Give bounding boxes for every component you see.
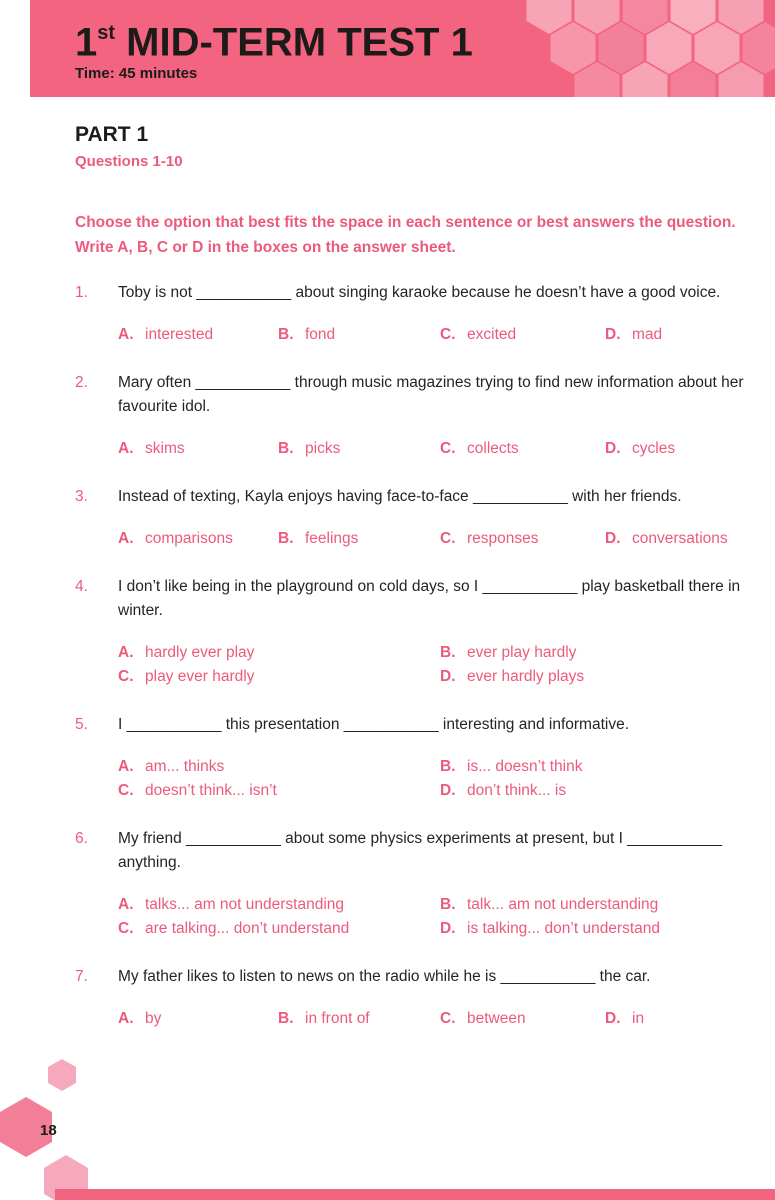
question-number: 7.	[75, 968, 88, 985]
question-text: Toby is not ___________ about singing karaoke because he doesn’t have a good voice.	[118, 284, 721, 301]
option-letter: B.	[278, 440, 294, 457]
option-letter: D.	[605, 1010, 621, 1027]
option	[278, 529, 440, 549]
option-text: play ever hardly	[145, 668, 255, 685]
option-letter: A.	[118, 530, 134, 547]
option	[118, 895, 440, 915]
option-letter: B.	[440, 758, 456, 775]
question	[75, 713, 747, 801]
question	[75, 371, 747, 459]
option-letter: A.	[118, 758, 134, 775]
option-text: by	[145, 1010, 162, 1027]
title-ordinal: st	[97, 22, 116, 44]
page-title	[75, 13, 775, 64]
part-title: PART 1	[75, 123, 149, 146]
question-body	[118, 485, 747, 549]
option-text: in	[632, 1010, 645, 1027]
option-text: picks	[305, 440, 341, 457]
options	[118, 643, 747, 687]
option-text: mad	[632, 326, 663, 343]
question	[75, 281, 747, 345]
option	[440, 1009, 605, 1029]
option-letter: B.	[278, 1010, 294, 1027]
question-body	[118, 281, 747, 345]
options	[118, 529, 747, 549]
questions-range: Questions 1-10	[75, 153, 183, 170]
option-letter: D.	[605, 326, 621, 343]
option-text: conversations	[632, 530, 728, 547]
option	[440, 643, 747, 663]
option-letter: B.	[278, 326, 294, 343]
option-letter: C.	[118, 668, 134, 685]
option-letter: A.	[118, 440, 134, 457]
option	[605, 439, 747, 459]
option-letter: A.	[118, 326, 134, 343]
option	[118, 1009, 278, 1029]
option-text: talk... am not understanding	[467, 896, 659, 913]
question-number: 2.	[75, 374, 88, 391]
options	[118, 1009, 747, 1029]
option-letter: B.	[278, 530, 294, 547]
option-text: am... thinks	[145, 758, 225, 775]
option	[118, 667, 440, 687]
option-letter: B.	[440, 896, 456, 913]
option	[278, 325, 440, 345]
option	[440, 757, 747, 777]
page-number: 18	[40, 1122, 57, 1139]
option	[440, 667, 747, 687]
option	[605, 325, 747, 345]
question-body	[118, 965, 747, 1029]
option-text: doesn’t think... isn’t	[145, 782, 277, 799]
option-text: cycles	[632, 440, 676, 457]
option	[118, 439, 278, 459]
option	[440, 439, 605, 459]
hexagon-bottom-decoration	[0, 1055, 120, 1200]
option-letter: D.	[605, 530, 621, 547]
time-label: Time: 45 minutes	[75, 65, 198, 83]
header-banner	[30, 0, 775, 97]
question	[75, 965, 747, 1029]
option-text: hardly ever play	[145, 644, 255, 661]
question-text: Instead of texting, Kayla enjoys having face-to-face ___________ with her friends.	[118, 488, 682, 505]
option-letter: C.	[440, 1010, 456, 1027]
option	[118, 643, 440, 663]
option	[440, 325, 605, 345]
option	[118, 529, 278, 549]
options	[118, 439, 747, 459]
options	[118, 757, 747, 801]
option-text: ever hardly plays	[467, 668, 585, 685]
option	[440, 529, 605, 549]
option-text: collects	[467, 440, 519, 457]
option-text: in front of	[305, 1010, 370, 1027]
options	[118, 325, 747, 345]
option-text: responses	[467, 530, 539, 547]
option	[605, 1009, 747, 1029]
title-main: MID-TERM TEST 1	[115, 20, 473, 65]
question-text: Mary often ___________ through music magazines trying to find new information about her favourite idol.	[118, 374, 744, 415]
option-letter: C.	[440, 530, 456, 547]
question-body	[118, 371, 747, 459]
questions-list	[75, 281, 747, 1029]
option-text: don’t think... is	[467, 782, 567, 799]
option-text: are talking... don’t understand	[145, 920, 350, 937]
bottom-bar	[55, 1189, 775, 1200]
option-text: between	[467, 1010, 526, 1027]
option	[118, 325, 278, 345]
option	[440, 895, 747, 915]
option-letter: C.	[118, 782, 134, 799]
option	[118, 757, 440, 777]
question-body	[118, 575, 747, 687]
option-letter: A.	[118, 896, 134, 913]
question-number: 6.	[75, 830, 88, 847]
option	[278, 1009, 440, 1029]
test-content	[75, 123, 747, 1055]
option-letter: D.	[440, 782, 456, 799]
option-text: interested	[145, 326, 214, 343]
option-text: skims	[145, 440, 185, 457]
option-text: fond	[305, 326, 336, 343]
option-text: feelings	[305, 530, 359, 547]
option	[118, 781, 440, 801]
title-number: 1	[75, 20, 98, 65]
question	[75, 575, 747, 687]
instructions: Choose the option that best fits the space in each sentence or best answers the question. Write A, B, C or D in the boxes on the answer sheet.	[75, 214, 736, 256]
option-letter: A.	[118, 1010, 134, 1027]
question-text: My father likes to listen to news on the radio while he is ___________ the car.	[118, 968, 651, 985]
question-text: I don’t like being in the playground on cold days, so I ___________ play basketball there in winter.	[118, 578, 741, 619]
option-text: ever play hardly	[467, 644, 577, 661]
option-letter: A.	[118, 644, 134, 661]
option	[440, 781, 747, 801]
option-letter: D.	[605, 440, 621, 457]
question-body	[118, 827, 747, 939]
question-number: 1.	[75, 284, 88, 301]
question-text: My friend ___________ about some physics experiments at present, but I ___________ anything.	[118, 830, 723, 871]
option-text: comparisons	[145, 530, 233, 547]
question-body	[118, 713, 747, 801]
option-letter: D.	[440, 920, 456, 937]
question	[75, 485, 747, 549]
option	[440, 919, 747, 939]
option-letter: B.	[440, 644, 456, 661]
question-number: 3.	[75, 488, 88, 505]
option	[605, 529, 747, 549]
question-number: 4.	[75, 578, 88, 595]
option-text: excited	[467, 326, 517, 343]
option-text: is... doesn’t think	[467, 758, 583, 775]
option-letter: C.	[440, 326, 456, 343]
option-letter: C.	[118, 920, 134, 937]
question-text: I ___________ this presentation ___________ interesting and informative.	[118, 716, 630, 733]
option	[118, 919, 440, 939]
option-text: talks... am not understanding	[145, 896, 345, 913]
question	[75, 827, 747, 939]
option-letter: C.	[440, 440, 456, 457]
option-text: is talking... don’t understand	[467, 920, 661, 937]
options	[118, 895, 747, 939]
option-letter: D.	[440, 668, 456, 685]
question-number: 5.	[75, 716, 88, 733]
option	[278, 439, 440, 459]
